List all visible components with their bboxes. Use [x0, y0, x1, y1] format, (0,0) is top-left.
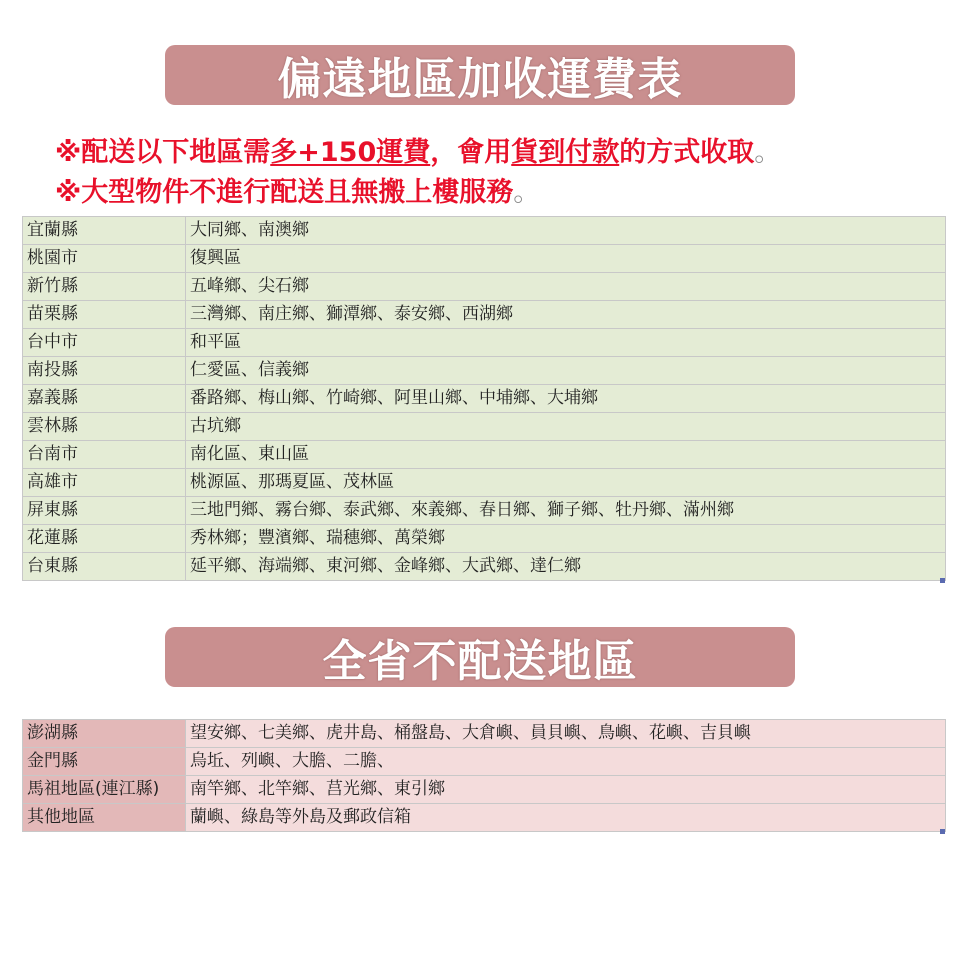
notice-1-mid: ，會用 [430, 137, 512, 168]
notice-1-end: 。 [754, 137, 782, 168]
areas-cell: 三地門鄉、霧台鄉、泰武鄉、來義鄉、春日鄉、獅子鄉、牡丹鄉、滿州鄉 [186, 497, 946, 525]
areas-cell: 烏坵、列嶼、大膽、二膽、 [186, 748, 946, 776]
county-cell: 苗栗縣 [23, 301, 186, 329]
county-cell: 金門縣 [23, 748, 186, 776]
no-delivery-table [22, 719, 946, 832]
notice-line-2 [55, 170, 540, 209]
notice-line-1 [55, 130, 781, 169]
no-delivery-title: 全省不配送地區 [322, 636, 638, 687]
areas-cell: 三灣鄉、南庄鄉、獅潭鄉、泰安鄉、西湖鄉 [186, 301, 946, 329]
table-row [23, 804, 946, 832]
table-row [23, 469, 946, 497]
surcharge-title-banner [165, 45, 795, 105]
areas-cell: 五峰鄉、尖石鄉 [186, 273, 946, 301]
county-cell: 雲林縣 [23, 413, 186, 441]
table-row [23, 748, 946, 776]
notice-2-end: 。 [513, 177, 541, 208]
areas-cell: 蘭嶼、綠島等外島及郵政信箱 [186, 804, 946, 832]
table-row [23, 301, 946, 329]
county-cell: 台南市 [23, 441, 186, 469]
areas-cell: 古坑鄉 [186, 413, 946, 441]
table-row [23, 385, 946, 413]
table-resize-handle [940, 578, 945, 583]
areas-cell: 秀林鄉；豐濱鄉、瑞穗鄉、萬榮鄉 [186, 525, 946, 553]
notice-1-fee: 多+150運費 [270, 137, 431, 168]
table-row [23, 525, 946, 553]
table-row [23, 329, 946, 357]
areas-cell: 延平鄉、海端鄉、東河鄉、金峰鄉、大武鄉、達仁鄉 [186, 553, 946, 581]
table-row [23, 720, 946, 748]
county-cell: 新竹縣 [23, 273, 186, 301]
areas-cell: 仁愛區、信義鄉 [186, 357, 946, 385]
areas-cell: 番路鄉、梅山鄉、竹崎鄉、阿里山鄉、中埔鄉、大埔鄉 [186, 385, 946, 413]
areas-cell: 復興區 [186, 245, 946, 273]
notice-1-prefix: ※配送以下地區需 [55, 137, 271, 168]
table-row [23, 357, 946, 385]
county-cell: 屏東縣 [23, 497, 186, 525]
notice-2-text: ※大型物件不進行配送且無搬上樓服務 [55, 177, 514, 208]
areas-cell: 桃源區、那瑪夏區、茂林區 [186, 469, 946, 497]
county-cell: 台東縣 [23, 553, 186, 581]
table-row [23, 217, 946, 245]
county-cell: 南投縣 [23, 357, 186, 385]
table-row [23, 553, 946, 581]
county-cell: 嘉義縣 [23, 385, 186, 413]
table-row [23, 245, 946, 273]
table-row [23, 497, 946, 525]
remote-areas-table [22, 216, 946, 581]
county-cell: 花蓮縣 [23, 525, 186, 553]
notice-1-method: 貨到付款 [511, 137, 620, 168]
surcharge-title: 偏遠地區加收運費表 [277, 54, 683, 105]
county-cell: 其他地區 [23, 804, 186, 832]
areas-cell: 大同鄉、南澳鄉 [186, 217, 946, 245]
areas-cell: 南竿鄉、北竿鄉、莒光鄉、東引鄉 [186, 776, 946, 804]
table-row [23, 776, 946, 804]
table-row [23, 273, 946, 301]
county-cell: 台中市 [23, 329, 186, 357]
no-delivery-title-banner [165, 627, 795, 687]
table-row [23, 441, 946, 469]
notice-1-suffix: 的方式收取 [619, 137, 755, 168]
county-cell: 澎湖縣 [23, 720, 186, 748]
county-cell: 宜蘭縣 [23, 217, 186, 245]
table-resize-handle [940, 829, 945, 834]
areas-cell: 和平區 [186, 329, 946, 357]
county-cell: 馬祖地區(連江縣) [23, 776, 186, 804]
areas-cell: 南化區、東山區 [186, 441, 946, 469]
table-row [23, 413, 946, 441]
county-cell: 桃園市 [23, 245, 186, 273]
county-cell: 高雄市 [23, 469, 186, 497]
areas-cell: 望安鄉、七美鄉、虎井島、桶盤島、大倉嶼、員貝嶼、鳥嶼、花嶼、吉貝嶼 [186, 720, 946, 748]
